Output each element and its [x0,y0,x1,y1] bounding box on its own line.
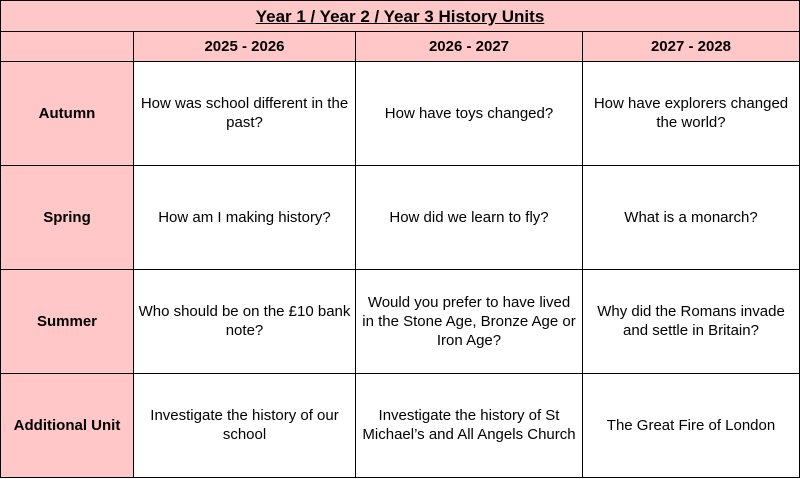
unit-cell: How did we learn to fly? [356,165,583,269]
year-header-2027-2028: 2027 - 2028 [583,32,800,61]
term-label-summer: Summer [1,269,134,373]
unit-cell: How have toys changed? [356,61,583,165]
table-title: Year 1 / Year 2 / Year 3 History Units [1,1,800,32]
term-label-autumn: Autumn [1,61,134,165]
unit-cell: Who should be on the £10 bank note? [134,269,356,373]
term-label-additional-unit: Additional Unit [1,373,134,477]
unit-cell: Why did the Romans invade and settle in Britain? [583,269,800,373]
unit-cell: Investigate the history of St Michael’s and All Angels Church [356,373,583,477]
unit-cell: How have explorers changed the world? [583,61,800,165]
unit-cell: How am I making history? [134,165,356,269]
unit-cell: Would you prefer to have lived in the Stone Age, Bronze Age or Iron Age? [356,269,583,373]
unit-cell: The Great Fire of London [583,373,800,477]
title-row [1,1,800,32]
corner-cell [1,32,134,61]
unit-cell: What is a monarch? [583,165,800,269]
table-row-spring [1,165,800,269]
unit-cell: Investigate the history of our school [134,373,356,477]
table-row-autumn [1,61,800,165]
term-label-spring: Spring [1,165,134,269]
table-row-additional-unit [1,373,800,477]
year-header-2026-2027: 2026 - 2027 [356,32,583,61]
year-header-row [1,32,800,61]
table-row-summer [1,269,800,373]
year-header-2025-2026: 2025 - 2026 [134,32,356,61]
unit-cell: How was school different in the past? [134,61,356,165]
